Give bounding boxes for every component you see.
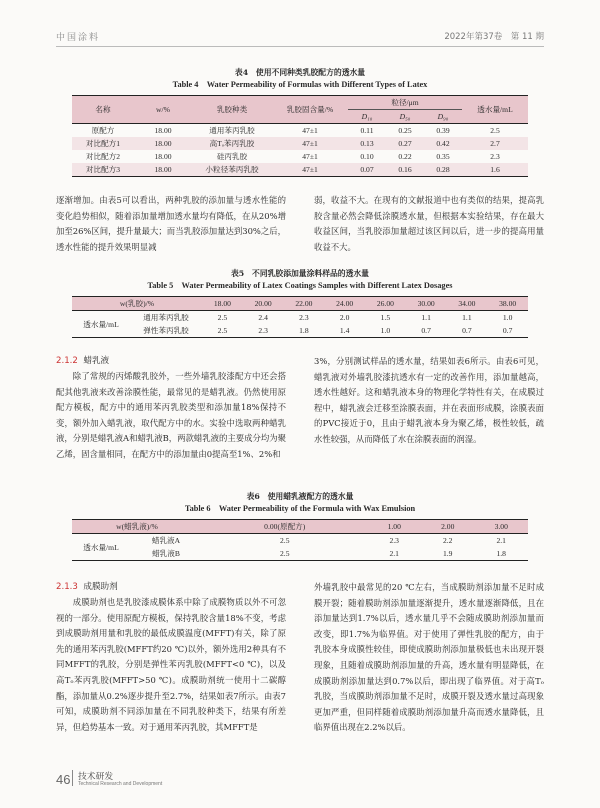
t4-cell: 0.25 bbox=[398, 126, 412, 135]
t4-h-solid: 乳胶固含量/% bbox=[272, 96, 348, 124]
table-row bbox=[72, 534, 528, 548]
table-row bbox=[72, 150, 528, 163]
header-rule bbox=[56, 46, 544, 47]
t6-h-dose: 0.00(原配方) bbox=[202, 520, 368, 534]
table4-title-en: Table 4 Water Permeability of Formulas with Different Types of Latex bbox=[172, 80, 428, 89]
t4-h-d90: D₉₀ bbox=[424, 110, 462, 124]
footer-section-cn: 技术研发 bbox=[78, 772, 114, 782]
para1-left: 逐渐增加。由表5可以看出，两种乳胶的添加量与透水性能的变化趋势相似，随着添加量增加透水量均有降低，在从20%增加至26%区间，提升量最大；而当乳胶添加量达到30%之后，透水性能的提升效果明显减 bbox=[56, 195, 286, 252]
para2-left: 除了常规的丙烯酸乳胶外，一些外墙乳胶漆配方中还会搭配其他乳液来改善涂膜性能，最常见的是蜡乳液。仍然使用原配方模板，配方中的通用苯丙乳胶类型和添加量18%保持不变，额外加入蜡乳液，取代配方中的水。实验中选取两种蜡乳液，分别是蜡乳液A和蜡乳液B，两款蜡乳液的主要成分均为聚乙烯，固含量相同，在配方中的添加量由0提高至1%、2%和 bbox=[56, 371, 286, 459]
t4-cell: 18.00 bbox=[154, 126, 172, 135]
t6-cell: 2.5 bbox=[280, 549, 290, 558]
t4-h-perm: 透水量/mL bbox=[462, 96, 528, 124]
t5-h-dose: 30.00 bbox=[406, 297, 447, 311]
t5-h-dose: 22.00 bbox=[284, 297, 325, 311]
t5-cell: 0.7 bbox=[421, 326, 431, 335]
t4-cell: 0.35 bbox=[436, 152, 450, 161]
t4-cell: 1.6 bbox=[462, 163, 528, 177]
t6-h-dose: 2.00 bbox=[421, 520, 474, 534]
t5-h-dose: 20.00 bbox=[243, 297, 284, 311]
table5-title-en: Table 5 Water Permeability of Latex Coatings Samples with Different Latex Dosages bbox=[147, 281, 453, 290]
t4-cell: 0.22 bbox=[398, 152, 412, 161]
t6-series-name: 蜡乳液B bbox=[152, 549, 180, 558]
t5-cell: 1.0 bbox=[502, 313, 513, 322]
t4-cell: 高Tₒ苯丙乳胶 bbox=[192, 137, 272, 150]
t4-cell: 0.39 bbox=[436, 126, 450, 135]
t4-h-d50: D₅₀ bbox=[386, 110, 424, 124]
section-number: 2.1.3 bbox=[56, 582, 78, 592]
t4-h-w: w/% bbox=[134, 96, 192, 124]
t6-cell: 2.1 bbox=[496, 536, 506, 545]
t6-h-dose: 1.00 bbox=[368, 520, 421, 534]
t5-cell: 1.5 bbox=[380, 313, 391, 322]
t4-cell: 0.28 bbox=[424, 163, 462, 177]
t4-cell: 18.00 bbox=[154, 152, 172, 161]
t5-h-dose: 34.00 bbox=[447, 297, 488, 311]
t4-cell: 18.00 bbox=[134, 137, 192, 150]
t5-cell: 1.4 bbox=[339, 326, 350, 335]
t4-cell: 0.16 bbox=[386, 163, 424, 177]
table-row bbox=[72, 324, 528, 338]
t4-cell: 0.07 bbox=[348, 163, 386, 177]
t4-h-type: 乳胶种类 bbox=[192, 96, 272, 124]
t6-h-dose: 3.00 bbox=[474, 520, 528, 534]
t4-cell: 0.10 bbox=[360, 152, 374, 161]
t4-cell: 通用苯丙乳胶 bbox=[209, 126, 255, 135]
t6-cell: 1.8 bbox=[496, 549, 506, 558]
t6-cell: 1.9 bbox=[442, 549, 453, 558]
table4-caption bbox=[56, 67, 544, 91]
t4-cell: 47±1 bbox=[302, 152, 318, 161]
t6-h-label: w(蜡乳液)/% bbox=[72, 520, 202, 534]
t5-cell: 1.0 bbox=[380, 326, 391, 335]
t4-cell: 47±1 bbox=[272, 163, 348, 177]
section-number: 2.1.2 bbox=[56, 356, 78, 366]
t5-series-name: 弹性苯丙乳胶 bbox=[143, 326, 189, 335]
table5 bbox=[72, 296, 528, 338]
para1-right: 弱，收益不大。在现有的文献报道中也有类似的结果，提高乳胶含量必然会降低涂膜透水量，但根据本实验结果，存在最大收益区间，当乳胶添加量超过该区间以后，进一步的提高用量收益不大。 bbox=[314, 195, 544, 252]
table-row bbox=[72, 124, 528, 138]
section-title: 蜡乳液 bbox=[83, 356, 110, 366]
t4-cell: 小粒径苯丙乳胶 bbox=[192, 163, 272, 177]
section-heading-2-1-2 bbox=[56, 354, 109, 366]
table-row bbox=[72, 311, 528, 325]
t5-cell: 2.3 bbox=[299, 313, 309, 322]
footer-divider bbox=[72, 770, 73, 786]
t4-cell: 2.3 bbox=[490, 152, 500, 161]
table6 bbox=[72, 519, 528, 561]
t6-cell: 2.1 bbox=[389, 549, 399, 558]
t5-h-dose: 18.00 bbox=[202, 297, 243, 311]
t4-cell: 2.5 bbox=[490, 126, 500, 135]
t5-cell: 2.5 bbox=[217, 313, 228, 322]
t5-h-dose: 26.00 bbox=[365, 297, 406, 311]
t5-cell: 2.5 bbox=[217, 326, 228, 335]
t4-cell: 0.27 bbox=[386, 137, 424, 150]
t4-cell: 对比配方3 bbox=[72, 163, 134, 177]
para3-left: 成膜助剂也是乳胶漆成膜体系中除了成膜物质以外不可忽视的一部分。使用原配方模板，保持乳胶含量18%不变，考虑到成膜助剂用量和乳胶的最低成膜温度(MFFT)有关，除了原先的通用苯丙乳胶(MFFT约20 ℃)以外，额外选用2种具有不同MFFT的乳胶，分别是弹性苯丙乳胶(MFFT<0 ℃)，以及高Tₒ苯丙乳胶(MFFT>50 ℃)。成膜助剂统一使用十二碳醇酯，添加量从0.2%逐步提升至2.7%，结果如表7所示。由表7可知，成膜助剂不同添加量在不同乳胶种类下，结果有所差异，但趋势基本一致。对于通用苯丙乳胶，其MFFT是 bbox=[56, 597, 286, 732]
t5-cell: 1.1 bbox=[421, 313, 431, 322]
table6-title-en: Table 6 Water Permeability of the Formula with Wax Emulsion bbox=[184, 504, 416, 513]
t4-cell: 47±1 bbox=[302, 126, 318, 135]
t5-cell: 1.1 bbox=[462, 313, 472, 322]
t4-cell: 0.11 bbox=[360, 126, 374, 135]
t5-cell: 2.0 bbox=[339, 313, 350, 322]
t5-cell: 2.4 bbox=[258, 313, 268, 322]
section-title: 成膜助剂 bbox=[83, 582, 118, 592]
t4-cell: 0.42 bbox=[424, 137, 462, 150]
table-row bbox=[72, 163, 528, 177]
t5-series-name: 通用苯丙乳胶 bbox=[143, 313, 189, 322]
t5-cell: 2.3 bbox=[258, 326, 268, 335]
table6-caption bbox=[56, 491, 544, 515]
t4-h-name: 名称 bbox=[72, 96, 134, 124]
t5-h-dose: 38.00 bbox=[487, 297, 528, 311]
t6-row-label: 透水量/mL bbox=[83, 542, 119, 552]
t5-cell: 0.7 bbox=[502, 326, 513, 335]
footer-section-en: Technical Research and Development bbox=[78, 781, 163, 787]
issue-info: 2022年第37卷 第 11 期 bbox=[444, 32, 544, 42]
t6-cell: 2.2 bbox=[442, 536, 453, 545]
section-heading-2-1-3 bbox=[56, 580, 118, 592]
t4-cell: 原配方 bbox=[91, 126, 115, 135]
table5-caption bbox=[56, 268, 544, 292]
journal-name: 中国涂料 bbox=[56, 33, 101, 43]
t4-cell: 0.13 bbox=[348, 137, 386, 150]
t6-cell: 2.3 bbox=[389, 536, 399, 545]
t4-cell: 2.7 bbox=[462, 137, 528, 150]
t4-h-size: 粒径/μm bbox=[348, 96, 462, 110]
table4 bbox=[72, 95, 528, 177]
t6-series-name: 蜡乳液A bbox=[151, 536, 181, 545]
t5-h-label: w(乳胶)/% bbox=[72, 297, 202, 311]
table5-title-cn: 表5 不同乳胶添加量涂料样品的透水量 bbox=[231, 269, 369, 278]
table4-title-cn: 表4 使用不同种类乳胶配方的透水量 bbox=[234, 68, 366, 77]
t5-cell: 1.8 bbox=[299, 326, 309, 335]
t5-cell: 0.7 bbox=[462, 326, 472, 335]
t4-cell: 硅丙乳胶 bbox=[216, 152, 248, 161]
t4-cell: 对比配方1 bbox=[72, 137, 134, 150]
t4-cell: 18.00 bbox=[134, 163, 192, 177]
table-row bbox=[72, 137, 528, 150]
t4-cell: 47±1 bbox=[272, 137, 348, 150]
t4-cell: 对比配方2 bbox=[85, 152, 121, 161]
t5-h-dose: 24.00 bbox=[324, 297, 365, 311]
para3-right: 外墙乳胶中最常见的20 ℃左右，当成膜助剂添加量不足时成膜开裂；随着膜助剂添加量逐渐提升，透水量逐渐降低，且在添加量达到1.7%以后，透水量几乎不会随成膜助剂添加量而改变，即1.7%为临界值。对于使用了弹性乳胶的配方，由于乳胶本身成膜性较佳，即使成膜助剂添加量极低也未出现开裂现象，且随着成膜助剂添加量的升高，透水量有明显降低，在成膜助剂添加量达到0.7%以后，即出现了临界值。对于高Tₒ乳胶，当成膜助剂添加量不足时，成膜开裂及透水量过高现象更加严重，但同样随着成膜助剂添加量升高而透水量降低，且临界值出现在2.2%以后。 bbox=[314, 582, 544, 733]
table6-title-cn: 表6 使用蜡乳液配方的透水量 bbox=[246, 492, 354, 501]
page-number: 46 bbox=[56, 772, 71, 787]
table-row bbox=[72, 547, 528, 561]
t5-row-label: 透水量/mL bbox=[83, 319, 119, 329]
t4-h-d10: D₁₀ bbox=[348, 110, 386, 124]
para2-right: 3%，分别测试样品的透水量，结果如表6所示。由表6可见，蜡乳液对外墙乳胶漆抗透水有一定的改善作用，添加量越高，透水性越好。这和蜡乳液本身的物理化学特性有关，在成膜过程中，蜡乳液会迁移至涂膜表面，并在表面形成膜，涂膜表面的PVC接近于0，且由于蜡乳液本身为聚乙烯，极性较低，疏水性较强，从而降低了水在涂膜表面的润湿。 bbox=[314, 356, 544, 444]
t6-cell: 2.5 bbox=[280, 536, 290, 545]
